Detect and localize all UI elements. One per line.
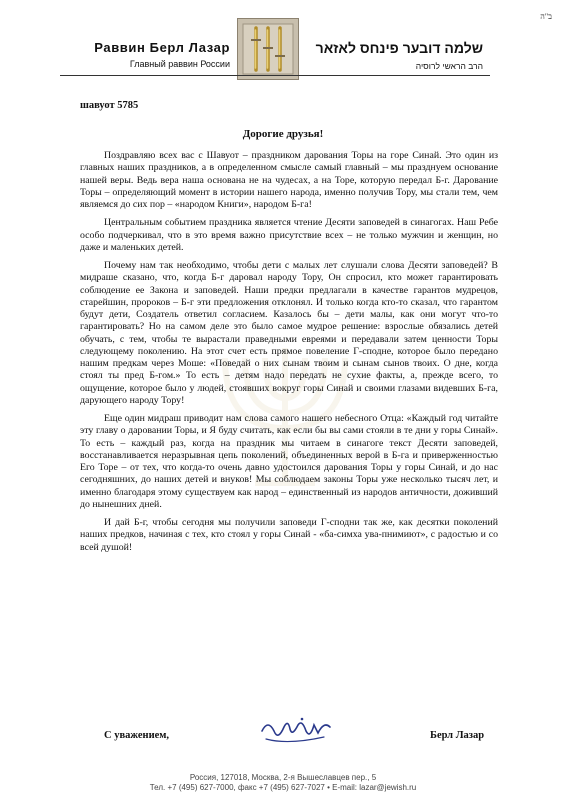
footer xyxy=(0,773,566,793)
header-hebrew xyxy=(305,40,483,71)
letter-greeting: Дорогие друзья! xyxy=(242,128,324,140)
corner-mark: ב"ה xyxy=(540,12,552,21)
letter-paragraph: Еще один мидраш приводит нам слова самого нашего небесного Отца: «Каждый год читайте эту главу о даровании Торы, и Я буду считать, как если бы вы сами стояли в те дни у горы Синай». То есть – каждый раз, когда на праздник мы читаем в синагоге текст Десяти заповедей, восстанавливается неразрывная цепь поколений, объединенных верой в Б-га и приверженностью Его Торе – от тех, что когда-то очень давно удостоился дарования Торы у горы Синай, и до нас сегодняшних, до наших детей и внуков! Мы соблюдаем законы Торы уже несколько тысяч лет, и именно благодаря этому существуем как народ – единственный из народов античности, доживший до нынешних дней. xyxy=(80,413,498,510)
letter-paragraph: Поздравляю всех вас с Шавуот – праздником дарования Торы на горе Синай. Это один из главных наших праздников, а в определенном смысле самый главный – мы празднуем основание нашей веры. Ведь вера наша основана не на чудесах, а на Торе, которую передал Б-г. Дарование Торы – определяющий момент в истории нашего народа, именно получив Тору, мы стали тем, чем являемся до сих пор – «народом Книги», народом Б-га! xyxy=(80,150,498,210)
letter-body xyxy=(80,150,498,554)
rabbi-title-hebrew: הרב הראשי לרוסיה xyxy=(415,61,483,71)
handwritten-signature-icon xyxy=(258,713,336,752)
closing-salutation: С уважением, xyxy=(104,730,170,741)
letter-date: шавуот 5785 xyxy=(80,100,139,111)
rabbi-name-russian: Раввин Берл Лазар xyxy=(94,40,230,55)
rabbi-name-hebrew: שלמה דובער פינחס לאזאר xyxy=(315,40,483,56)
header-russian xyxy=(80,40,230,69)
letter-paragraph: И дай Б-г, чтобы сегодня мы получили заповеди Г-сподни так же, как десятки поколений наших предков, начиная с тех, кто стоял у горы Синай - «ба-симха ува-пнимиют», с радостью и со всей душой! xyxy=(80,517,498,553)
footer-contacts: Тел. +7 (495) 627-7000, факс +7 (495) 627-7027 • E-mail: lazar@jewish.ru xyxy=(149,783,417,792)
header-divider xyxy=(60,75,490,76)
letter-paragraph: Почему нам так необходимо, чтобы дети с малых лет слушали слова Десяти заповедей? В мидраше сказано, что, когда Б-г даровал народу Тору, Он спросил, кто может гарантировать соблюдение ее Закона и заповедей. Наши предки предлагали в качестве гарантов мудрецов, старейшин, пророков – Б-г эти предложения отклонял. И только когда кто-то сказал, что гарантом будут дети, Создатель ответил согласием. Казалось бы – дети малы, как они могут что-то гарантировать? Но на самом деле это было самое мудрое решение: взрослые обязались детей обучать, с тем, чтобы те вырастали праведными евреями и передавали затем ценности Торы следующему поколению. На этот счет есть прямое повеление Г-сподне, которое было передано нашим предкам через Моше: «Поведай о них сынам твоим и сынам сынов твоих. О дне, когда стоял ты пред Б-гом.» То есть – детям надо передать не сухие факты, а, прежде всего, то ощущение, которое было у людей, стоявших вокруг горы Синай и своими глазами видевших Б-га, дарующего народу Тору! xyxy=(80,260,498,406)
rabbi-title-russian: Главный раввин России xyxy=(129,59,230,69)
signer-name: Берл Лазар xyxy=(430,730,485,741)
letter-paragraph: Центральным событием праздника является чтение Десяти заповедей в синагогах. Наш Ребе особо подчеркивал, что в это время важно присутствие всех – не только мужчин и женщин, но даже и маленьких детей. xyxy=(80,217,498,253)
menorah-emblem-icon xyxy=(237,18,299,80)
footer-address: Россия, 127018, Москва, 2-я Вышеславцев пер., 5 xyxy=(189,773,377,782)
